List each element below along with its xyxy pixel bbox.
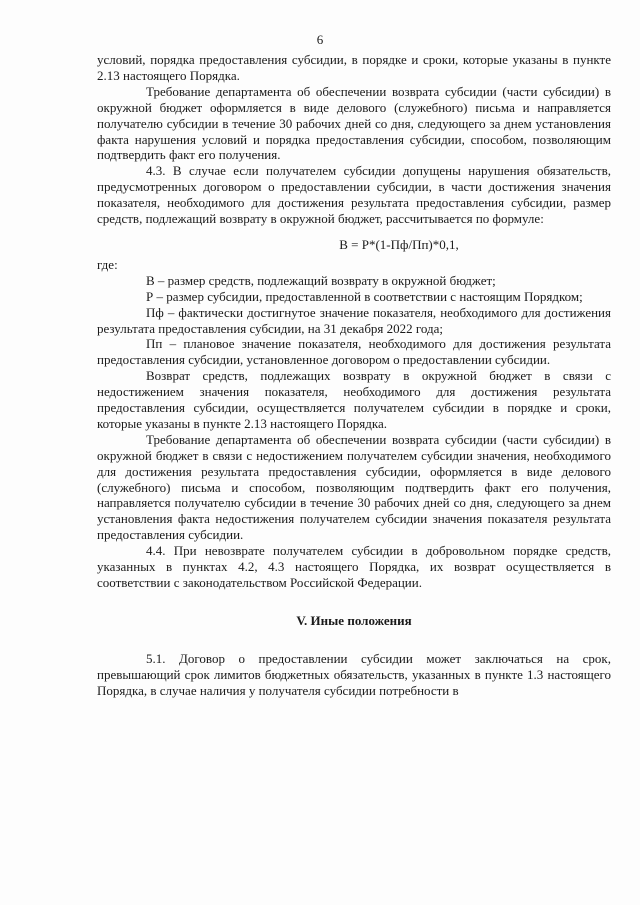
paragraph-continuation: условий, порядка предоставления субсидии, в порядке и сроки, которые указаны в пункте 2.13 настоящего Порядка.: [97, 52, 611, 83]
definition-b: В – размер средств, подлежащий возврату в окружной бюджет;: [146, 272, 496, 288]
definition-pp: Пп – плановое значение показателя, необходимого для достижения результата предоставления субсидии, установленное договором о предоставлении субсидии.: [97, 336, 611, 368]
page-number: 6: [316, 32, 324, 47]
document-body: [97, 52, 611, 699]
definition-pf: Пф – фактически достигнутое значение показателя, необходимого для достижения результата предоставления субсидии, на 31 декабря 2022 года;: [97, 304, 611, 336]
where-label: где:: [97, 256, 118, 272]
paragraph-refund-request-2: Требование департамента об обеспечении возврата субсидии (части субсидии) в окружной бюджет в связи с недостижением получателем субсидии значения, необходимого для достижения результата предоставления субсидии, оформляется в виде делового (служебного) письма и способом, позволяющим подтвердить факт его получения, направляется получателю субсидии в течение 30 рабочих дней со дня, следующего за днем установления факта недостижения получателем субсидии значения показателя результата предоставления субсидии.: [97, 431, 611, 543]
refund-formula: [97, 237, 611, 253]
definition-p: Р – размер субсидии, предоставленной в соответствии с настоящим Порядком;: [146, 288, 583, 304]
paragraph-5-1: 5.1. Договор о предоставлении субсидии может заключаться на срок, превышающий срок лимитов бюджетных обязательств, указанных в пункте 1.3 настоящего Порядка, в случае наличия у получателя субсидии потребности в: [97, 650, 611, 698]
paragraph-4-3: 4.3. В случае если получателем субсидии допущены нарушения обязательств, предусмотренных договором о предоставлении субсидии, в части достижения значения показателя, необходимого для достижения результата предоставления субсидии, размер средств, подлежащий возврату в окружной бюджет, рассчитывается по формуле:: [97, 163, 611, 227]
paragraph-4-4: 4.4. При невозврате получателем субсидии в добровольном порядке средств, указанных в пунктах 4.2, 4.3 настоящего Порядка, их возврат осуществляется в соответствии с законодательством Российской Федерации.: [97, 543, 611, 590]
paragraph-refund-request: Требование департамента об обеспечении возврата субсидии (части субсидии) в окружной бюджет оформляется в виде делового (служебного) письма и направляется получателю субсидии в течение 30 рабочих дней со дня, следующего за днем установления факта нарушения условий и порядка предоставления субсидии, способом, позволяющим подтвердить факт его получения.: [97, 83, 611, 163]
refund-formula-text: В = Р*(1-Пф/Пп)*0,1,: [339, 236, 459, 252]
section-heading: V. Иные положения: [296, 612, 412, 628]
paragraph-refund-procedure: Возврат средств, подлежащих возврату в окружной бюджет в связи с недостижением значения показателя, необходимого для достижения результата предоставления субсидии, осуществляется получателем субсидии в порядке и сроки, которые указаны в пункте 2.13 настоящего Порядка.: [97, 368, 611, 431]
